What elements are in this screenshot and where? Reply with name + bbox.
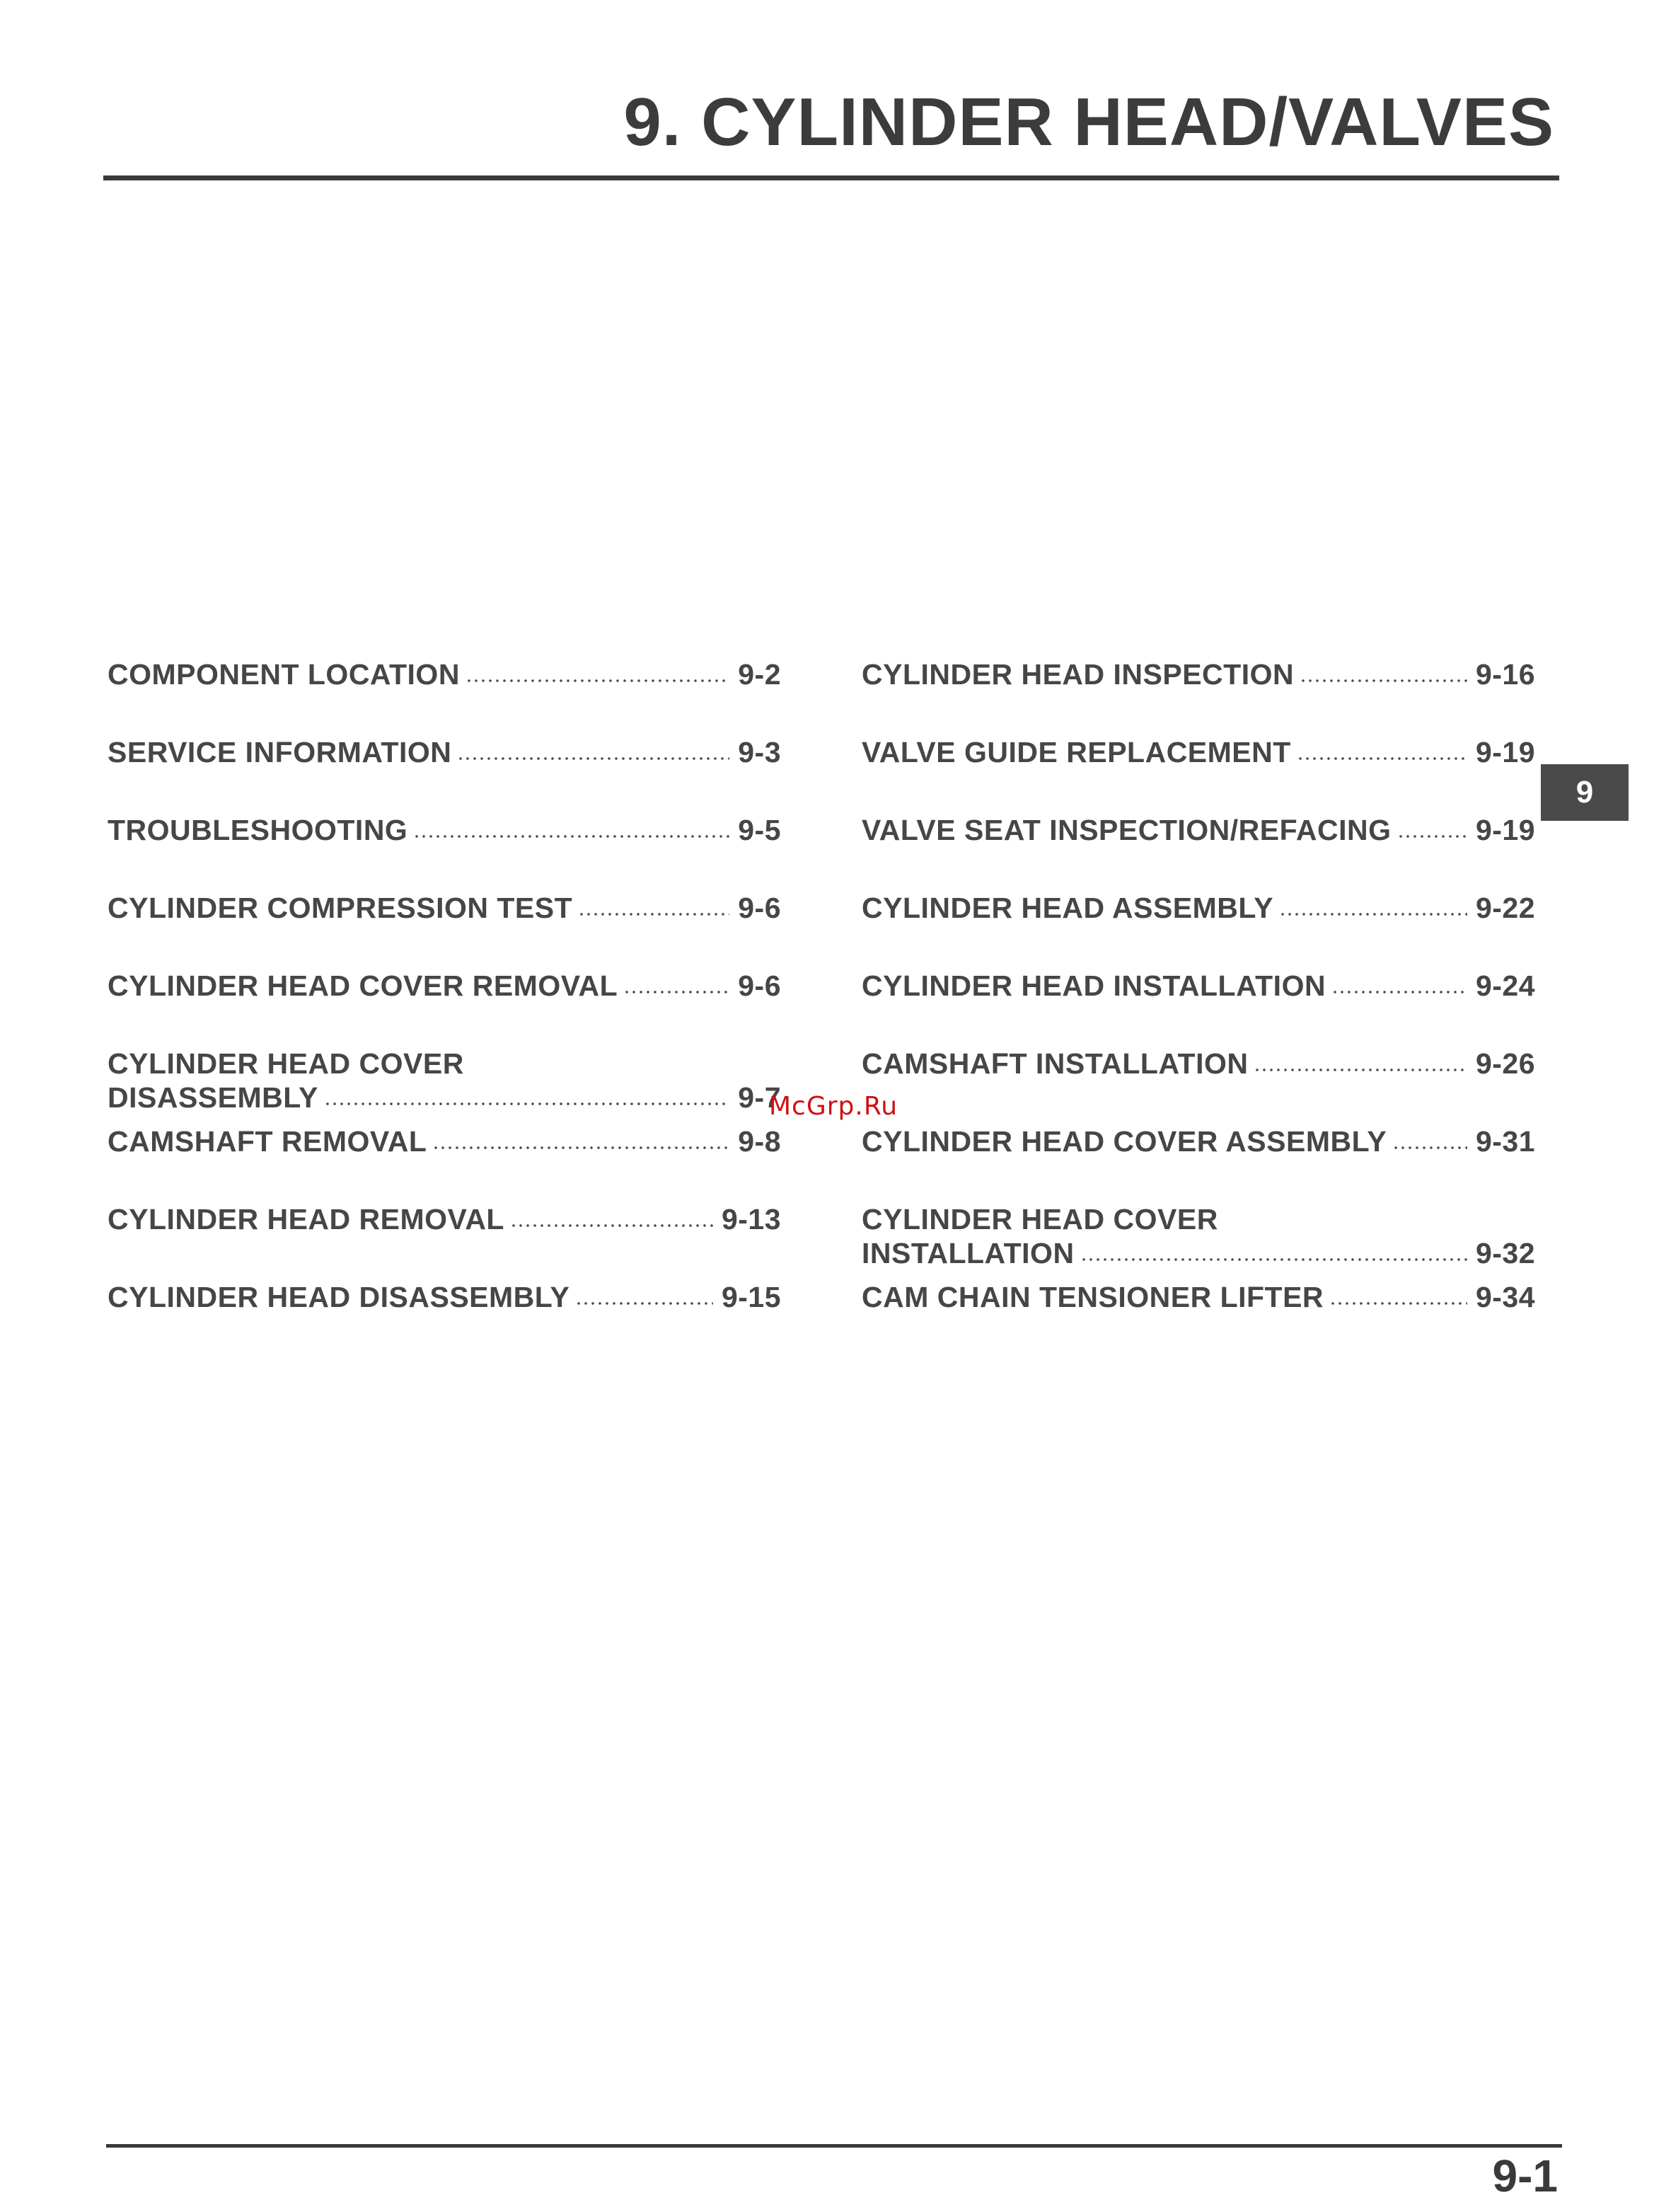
toc-entry-title: COMPONENT LOCATION <box>108 658 460 691</box>
toc-entry[interactable] <box>862 650 1535 727</box>
dot-leader <box>1254 1068 1467 1072</box>
dot-leader <box>1300 679 1467 683</box>
toc-left-column <box>108 650 781 1350</box>
toc-entry-title: TROUBLESHOOTING <box>108 814 408 846</box>
toc-entry[interactable] <box>862 1272 1535 1350</box>
dot-leader <box>324 1102 729 1106</box>
dot-leader <box>466 679 729 683</box>
toc-entry-page: 9-34 <box>1475 1281 1535 1313</box>
toc-entry-page: 9-24 <box>1475 969 1535 1002</box>
toc-entry-title-line1: CYLINDER HEAD COVER <box>862 1203 1218 1235</box>
page-number: 9-1 <box>1492 2150 1558 2201</box>
toc-entry-page: 9-26 <box>1475 1047 1535 1080</box>
toc-entry[interactable] <box>862 1117 1535 1194</box>
dot-leader <box>1392 1146 1467 1150</box>
toc-entry[interactable] <box>108 1194 781 1272</box>
dot-leader <box>457 756 729 761</box>
toc-entry[interactable] <box>862 727 1535 805</box>
title-divider <box>103 175 1559 180</box>
toc-entry-page: 9-6 <box>738 969 781 1002</box>
dot-leader <box>1080 1257 1467 1262</box>
toc-entry-page: 9-8 <box>738 1125 781 1158</box>
toc-entry-page: 9-6 <box>738 892 781 924</box>
toc-entry-title: CYLINDER HEAD INSTALLATION <box>862 969 1326 1002</box>
page-title: 9. CYLINDER HEAD/VALVES <box>623 84 1554 160</box>
toc-entry[interactable] <box>862 1039 1535 1117</box>
toc-entry-page: 9-2 <box>738 658 781 691</box>
toc-right-column <box>862 650 1535 1350</box>
toc-entry-title: VALVE SEAT INSPECTION/REFACING <box>862 814 1392 846</box>
toc-entry-title: VALVE GUIDE REPLACEMENT <box>862 736 1291 768</box>
dot-leader <box>1279 912 1467 916</box>
toc-entry-title: CYLINDER HEAD COVER ASSEMBLY <box>862 1125 1387 1158</box>
toc-entry[interactable] <box>108 961 781 1039</box>
dot-leader <box>1331 990 1467 994</box>
toc-entry[interactable] <box>108 883 781 961</box>
toc-entry-page: 9-16 <box>1475 658 1535 691</box>
dot-leader <box>1329 1301 1467 1306</box>
dot-leader <box>432 1146 729 1150</box>
toc-entry-page: 9-15 <box>721 1281 781 1313</box>
toc-entry[interactable] <box>108 650 781 727</box>
dot-leader <box>413 834 729 839</box>
toc-entry-title: CYLINDER HEAD INSPECTION <box>862 658 1295 691</box>
toc-entry-page: 9-22 <box>1475 892 1535 924</box>
toc-entry-title: CYLINDER COMPRESSION TEST <box>108 892 573 924</box>
dot-leader <box>575 1301 713 1306</box>
toc-entry-title: CAM CHAIN TENSIONER LIFTER <box>862 1281 1324 1313</box>
toc-entry-title: INSTALLATION <box>862 1237 1075 1269</box>
toc-entry-page: 9-5 <box>738 814 781 846</box>
toc-entry[interactable] <box>862 961 1535 1039</box>
toc-entry[interactable] <box>862 883 1535 961</box>
toc-entry[interactable] <box>108 1117 781 1194</box>
dot-leader <box>1297 756 1467 761</box>
dot-leader <box>578 912 729 916</box>
toc-entry[interactable] <box>108 1272 781 1350</box>
dot-leader <box>1397 834 1467 839</box>
toc-entry-page: 9-32 <box>1475 1237 1535 1269</box>
section-tab: 9 <box>1541 764 1629 821</box>
footer-divider <box>106 2144 1562 2148</box>
toc-entry-title-line1: CYLINDER HEAD COVER <box>108 1047 464 1080</box>
toc-entry-page: 9-31 <box>1475 1125 1535 1158</box>
toc-entry-title: CYLINDER HEAD REMOVAL <box>108 1203 504 1235</box>
toc-entry-title: SERVICE INFORMATION <box>108 736 452 768</box>
toc-entry[interactable] <box>108 805 781 883</box>
toc-entry-title: CYLINDER HEAD DISASSEMBLY <box>108 1281 570 1313</box>
toc-entry-page: 9-19 <box>1475 814 1535 846</box>
dot-leader <box>510 1223 713 1228</box>
toc-entry-page: 9-7 <box>738 1081 781 1114</box>
toc-entry-page: 9-19 <box>1475 736 1535 768</box>
toc-entry-title: CYLINDER HEAD ASSEMBLY <box>862 892 1274 924</box>
toc-entry-page: 9-3 <box>738 736 781 768</box>
toc-entry-title: CAMSHAFT REMOVAL <box>108 1125 427 1158</box>
toc-entry[interactable] <box>862 1194 1535 1272</box>
toc-entry[interactable] <box>108 727 781 805</box>
dot-leader <box>623 990 729 994</box>
toc-entry-title: CAMSHAFT INSTALLATION <box>862 1047 1249 1080</box>
watermark: McGrp.Ru <box>769 1092 898 1121</box>
toc-entry-title: CYLINDER HEAD COVER REMOVAL <box>108 969 618 1002</box>
toc-entry[interactable] <box>862 805 1535 883</box>
toc-entry-title: DISASSEMBLY <box>108 1081 318 1114</box>
toc-entry[interactable] <box>108 1039 781 1117</box>
toc-entry-page: 9-13 <box>721 1203 781 1235</box>
